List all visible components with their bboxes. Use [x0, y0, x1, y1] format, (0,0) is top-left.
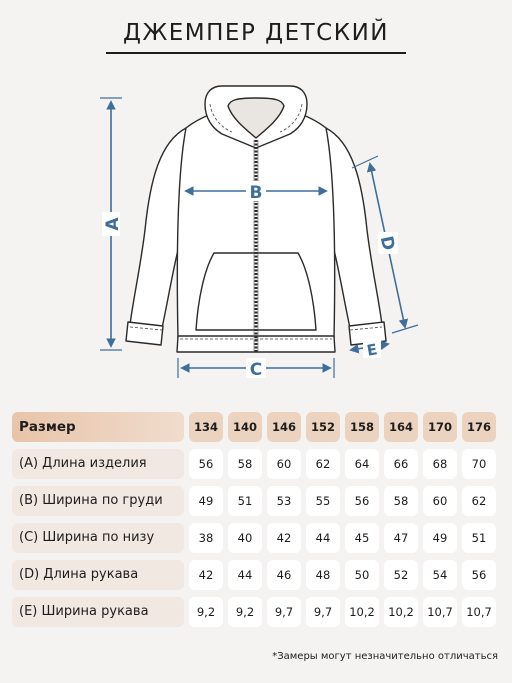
size-header-cell: 146 [267, 412, 301, 442]
row-label: (A) Длина изделия [12, 449, 184, 479]
table-cell: 42 [267, 523, 301, 553]
table-row [12, 560, 498, 590]
table-cell: 50 [345, 560, 379, 590]
label-b: B [249, 183, 263, 203]
table-cell: 44 [306, 523, 340, 553]
table-cell: 55 [306, 486, 340, 516]
table-cell: 52 [384, 560, 418, 590]
table-cell: 49 [423, 523, 457, 553]
dimension-a [100, 98, 123, 350]
table-cell: 10,7 [462, 597, 496, 627]
table-cell: 47 [384, 523, 418, 553]
table-row [12, 597, 498, 627]
table-cell: 62 [306, 449, 340, 479]
title-underline [106, 52, 406, 54]
table-cell: 38 [189, 523, 223, 553]
table-cell: 54 [423, 560, 457, 590]
table-row [12, 523, 498, 553]
table-cell: 45 [345, 523, 379, 553]
size-table [12, 412, 498, 634]
table-row [12, 486, 498, 516]
table-cell: 68 [423, 449, 457, 479]
table-cell: 56 [345, 486, 379, 516]
table-cell: 53 [267, 486, 301, 516]
footnote: *Замеры могут незначительно отличаться [272, 651, 498, 662]
table-cell: 49 [189, 486, 223, 516]
label-d: D [375, 234, 399, 253]
table-cell: 56 [462, 560, 496, 590]
dimension-c [178, 358, 334, 380]
table-cell: 46 [267, 560, 301, 590]
row-label: (E) Ширина рукава [12, 597, 184, 627]
size-header-cell: 158 [345, 412, 379, 442]
table-cell: 62 [462, 486, 496, 516]
table-cell: 9,2 [228, 597, 262, 627]
table-row [12, 449, 498, 479]
table-cell: 51 [228, 486, 262, 516]
table-cell: 10,2 [384, 597, 418, 627]
size-header-cell: 170 [423, 412, 457, 442]
table-cell: 64 [345, 449, 379, 479]
table-cell: 58 [384, 486, 418, 516]
table-cell: 66 [384, 449, 418, 479]
size-header-cell: 176 [462, 412, 496, 442]
size-header-cell: 152 [306, 412, 340, 442]
table-cell: 48 [306, 560, 340, 590]
size-header-cell: 134 [189, 412, 223, 442]
table-cell: 56 [189, 449, 223, 479]
label-a: A [103, 217, 123, 231]
table-cell: 44 [228, 560, 262, 590]
table-cell: 9,2 [189, 597, 223, 627]
table-cell: 9,7 [267, 597, 301, 627]
hoodie-diagram [0, 70, 512, 390]
table-cell: 42 [189, 560, 223, 590]
table-cell: 60 [423, 486, 457, 516]
header-label: Размер [12, 412, 184, 442]
size-header-cell: 140 [228, 412, 262, 442]
page-title: ДЖЕМПЕР ДЕТСКИЙ [123, 20, 389, 46]
table-cell: 10,2 [345, 597, 379, 627]
row-label: (C) Ширина по низу [12, 523, 184, 553]
left-cuff [126, 322, 163, 345]
row-label: (D) Длина рукава [12, 560, 184, 590]
table-cell: 10,7 [423, 597, 457, 627]
table-cell: 40 [228, 523, 262, 553]
label-e: E [365, 340, 379, 360]
table-cell: 58 [228, 449, 262, 479]
size-header-cell: 164 [384, 412, 418, 442]
table-cell: 9,7 [306, 597, 340, 627]
table-cell: 70 [462, 449, 496, 479]
table-cell: 60 [267, 449, 301, 479]
label-c: C [249, 360, 263, 380]
table-cell: 51 [462, 523, 496, 553]
table-header-row [12, 412, 498, 442]
row-label: (B) Ширина по груди [12, 486, 184, 516]
